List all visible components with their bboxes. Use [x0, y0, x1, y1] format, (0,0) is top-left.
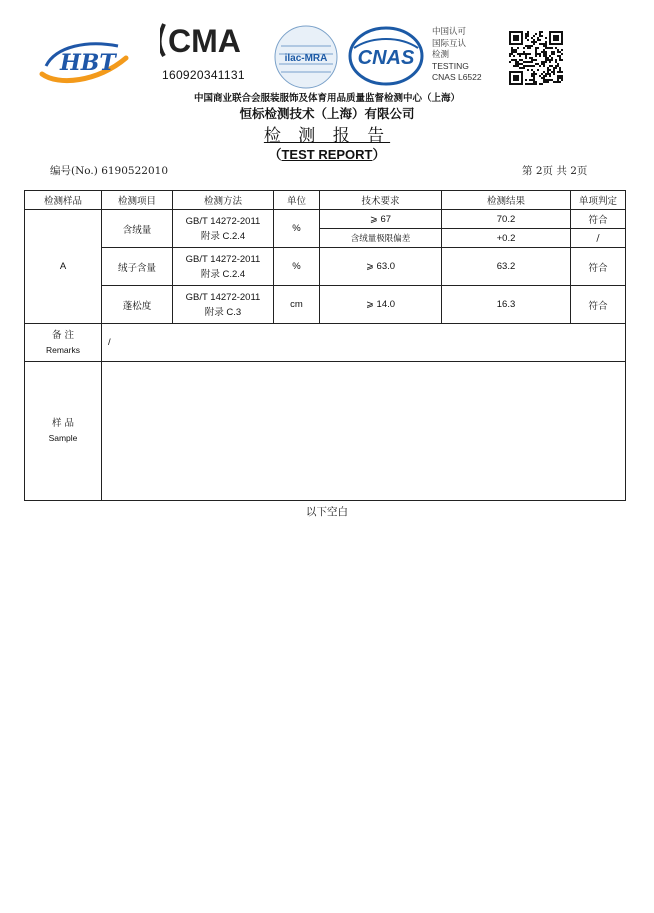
judgement-cell: 符合 — [571, 210, 626, 229]
method-cell — [173, 286, 274, 324]
result-cell: 63.2 — [442, 248, 571, 286]
page-title: 检 测 报 告 — [263, 126, 391, 146]
header-cell: 检测样品 — [25, 191, 102, 210]
header-cell: 检测结果 — [442, 191, 571, 210]
report-number: 编号(No.) 6190522010 — [50, 165, 168, 177]
remarks-row — [25, 324, 626, 362]
method-line: 附录 C.2.4 — [200, 268, 246, 280]
requirement-cell: ⩾ 63.0 — [320, 248, 442, 286]
svg-text:CNAS: CNAS — [357, 47, 415, 69]
subtitle-en: TEST REPORT — [281, 147, 373, 162]
cma-number: 160920341131 — [162, 68, 245, 82]
subtitle-close: ） — [372, 148, 386, 163]
qr-code-icon — [509, 31, 563, 85]
subtitle-open: （ — [268, 148, 282, 163]
requirement-cell: ⩾ 14.0 — [320, 286, 442, 324]
unit-cell: % — [274, 248, 320, 286]
sample-label — [25, 362, 102, 501]
header-cell: 检测项目 — [102, 191, 173, 210]
sample-label-en: Sample — [48, 433, 78, 443]
judgement-cell: 符合 — [571, 286, 626, 324]
item-cell: 含绒量 — [102, 210, 173, 248]
test-results-table — [24, 190, 626, 501]
unit-cell: % — [274, 210, 320, 248]
header-cell: 单位 — [274, 191, 320, 210]
page-info: 第 2页 共 2页 — [522, 165, 588, 177]
item-cell: 蓬松度 — [102, 286, 173, 324]
remarks-label-en: Remarks — [45, 344, 80, 355]
method-line: 附录 C.3 — [204, 306, 242, 318]
header-cell: 技术要求 — [320, 191, 442, 210]
table-row — [25, 248, 626, 286]
requirement-cell: 含绒量极限偏差 — [320, 229, 442, 248]
hbt-logo — [38, 36, 130, 88]
cma-logo — [160, 18, 244, 62]
cnas-caption-line: 国际互认 — [432, 37, 467, 48]
table-row — [25, 210, 626, 229]
cnas-caption-line: CNAS L6522 — [432, 72, 482, 82]
cnas-caption-line: 中国认可 — [432, 26, 467, 36]
sample-id-cell: A — [25, 210, 102, 324]
method-line: GB/T 14272-2011 — [185, 215, 261, 227]
result-cell: +0.2 — [442, 229, 571, 248]
table-row — [25, 286, 626, 324]
remarks-label-cn: 备 注 — [51, 329, 75, 341]
svg-text:HBT: HBT — [60, 50, 116, 76]
sample-image-area — [102, 362, 626, 501]
blank-below-note: 以下空白 — [306, 506, 348, 518]
cnas-logo — [348, 26, 424, 86]
judgement-cell: 符合 — [571, 248, 626, 286]
judgement-cell: / — [571, 229, 626, 248]
header-cell: 单项判定 — [571, 191, 626, 210]
organization-line-1: 中国商业联合会服装服饰及体育用品质量监督检测中心（上海） — [193, 93, 460, 104]
organization-line-2: 恒标检测技术（上海）有限公司 — [239, 106, 415, 121]
method-line: GB/T 14272-2011 — [185, 291, 261, 303]
svg-text:ilac-MRA: ilac-MRA — [284, 53, 328, 64]
svg-text:CMA: CMA — [168, 23, 241, 59]
result-cell: 16.3 — [442, 286, 571, 324]
method-line: 附录 C.2.4 — [200, 230, 246, 242]
item-cell: 绒子含量 — [102, 248, 173, 286]
unit-cell: cm — [274, 286, 320, 324]
header-cell: 检测方法 — [173, 191, 274, 210]
sample-label-cn: 样 品 — [51, 418, 75, 429]
sample-row — [25, 362, 626, 501]
ilac-mra-logo — [273, 24, 339, 90]
method-line: GB/T 14272-2011 — [185, 253, 261, 265]
remarks-label — [25, 324, 102, 362]
method-cell — [173, 248, 274, 286]
method-cell — [173, 210, 274, 248]
table-header-row — [25, 191, 626, 210]
requirement-cell: ⩾ 67 — [320, 210, 442, 229]
remarks-value: / — [102, 324, 626, 362]
page-subtitle — [0, 144, 654, 163]
cnas-caption-line: TESTING — [432, 60, 469, 71]
cnas-caption-line: 检测 — [432, 49, 450, 59]
cnas-caption — [432, 26, 482, 84]
result-cell: 70.2 — [442, 210, 571, 229]
